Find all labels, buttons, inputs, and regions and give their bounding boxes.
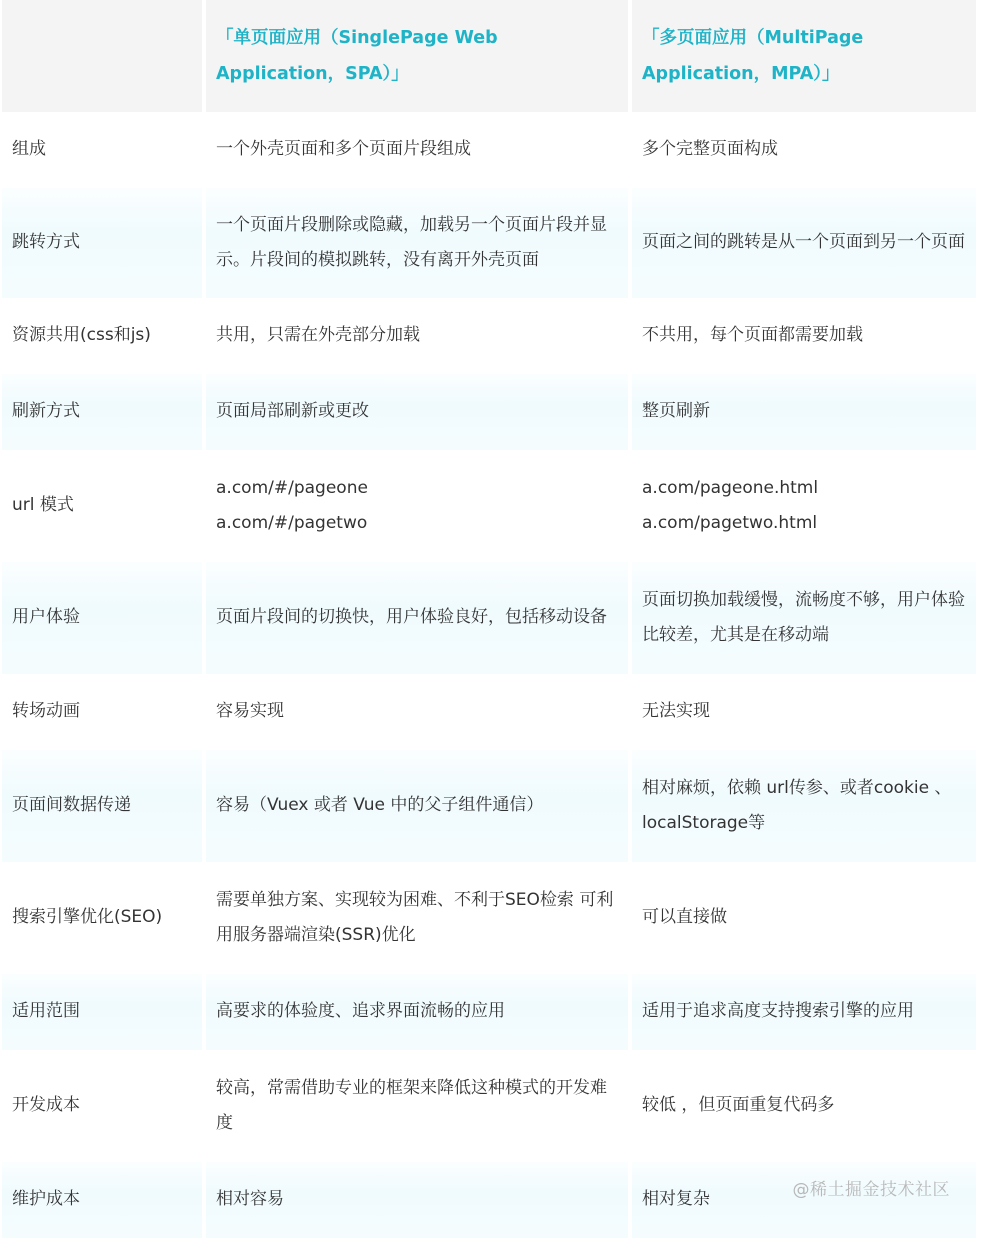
table-row (2, 562, 976, 674)
table-body (2, 112, 976, 1238)
spa-cell: 一个外壳页面和多个页面片段组成 (206, 112, 628, 188)
row-label: 组成 (2, 112, 202, 188)
spa-cell: 需要单独方案、实现较为困难、不利于SEO检索 可利用服务器端渲染(SSR)优化 (206, 862, 628, 974)
mpa-cell: 不共用，每个页面都需要加载 (632, 298, 976, 374)
spa-cell: 共用，只需在外壳部分加载 (206, 298, 628, 374)
row-label: 维护成本 (2, 1162, 202, 1238)
row-label: 跳转方式 (2, 188, 202, 298)
spa-cell: 容易实现 (206, 674, 628, 750)
mpa-cell: 整页刷新 (632, 374, 976, 450)
table-row (2, 674, 976, 750)
table-row (2, 112, 976, 188)
mpa-cell: 页面切换加载缓慢，流畅度不够，用户体验比较差，尤其是在移动端 (632, 562, 976, 674)
table-row (2, 188, 976, 298)
table-row (2, 974, 976, 1050)
mpa-cell: 多个完整页面构成 (632, 112, 976, 188)
table-row (2, 298, 976, 374)
spa-cell: 较高，常需借助专业的框架来降低这种模式的开发难度 (206, 1050, 628, 1162)
row-label: 资源共用(css和js) (2, 298, 202, 374)
spa-cell: 页面局部刷新或更改 (206, 374, 628, 450)
table-row (2, 450, 976, 562)
row-label: 搜索引擎优化(SEO) (2, 862, 202, 974)
spa-cell: 容易（Vuex 或者 Vue 中的父子组件通信） (206, 750, 628, 862)
table-header (2, 0, 976, 112)
mpa-cell: 相对复杂 (632, 1162, 976, 1238)
header-cell-empty (2, 0, 202, 112)
spa-cell: 相对容易 (206, 1162, 628, 1238)
mpa-cell: 较低 ，但页面重复代码多 (632, 1050, 976, 1162)
table-row (2, 1162, 976, 1238)
table-row (2, 750, 976, 862)
row-label: 页面间数据传递 (2, 750, 202, 862)
header-row (2, 0, 976, 112)
spa-cell: 高要求的体验度、追求界面流畅的应用 (206, 974, 628, 1050)
spa-cell: 一个页面片段删除或隐藏，加载另一个页面片段并显示。片段间的模拟跳转，没有离开外壳页面 (206, 188, 628, 298)
mpa-cell: a.com/pageone.html a.com/pagetwo.html (632, 450, 976, 562)
mpa-cell: 页面之间的跳转是从一个页面到另一个页面 (632, 188, 976, 298)
row-label: 用户体验 (2, 562, 202, 674)
row-label: 转场动画 (2, 674, 202, 750)
spa-cell: a.com/#/pageone a.com/#/pagetwo (206, 450, 628, 562)
mpa-cell: 适用于追求高度支持搜索引擎的应用 (632, 974, 976, 1050)
mpa-cell: 可以直接做 (632, 862, 976, 974)
table-row (2, 374, 976, 450)
row-label: url 模式 (2, 450, 202, 562)
header-cell-mpa: 「多页面应用（MultiPage Application，MPA）」 (632, 0, 976, 112)
row-label: 开发成本 (2, 1050, 202, 1162)
row-label: 刷新方式 (2, 374, 202, 450)
table-row (2, 862, 976, 974)
table-row (2, 1050, 976, 1162)
spa-cell: 页面片段间的切换快，用户体验良好，包括移动设备 (206, 562, 628, 674)
mpa-cell: 相对麻烦，依赖 url传参、或者cookie 、localStorage等 (632, 750, 976, 862)
header-cell-spa: 「单页面应用（SinglePage Web Application，SPA）」 (206, 0, 628, 112)
row-label: 适用范围 (2, 974, 202, 1050)
mpa-cell: 无法实现 (632, 674, 976, 750)
watermark: @稀土掘金技术社区 (792, 1180, 950, 1200)
